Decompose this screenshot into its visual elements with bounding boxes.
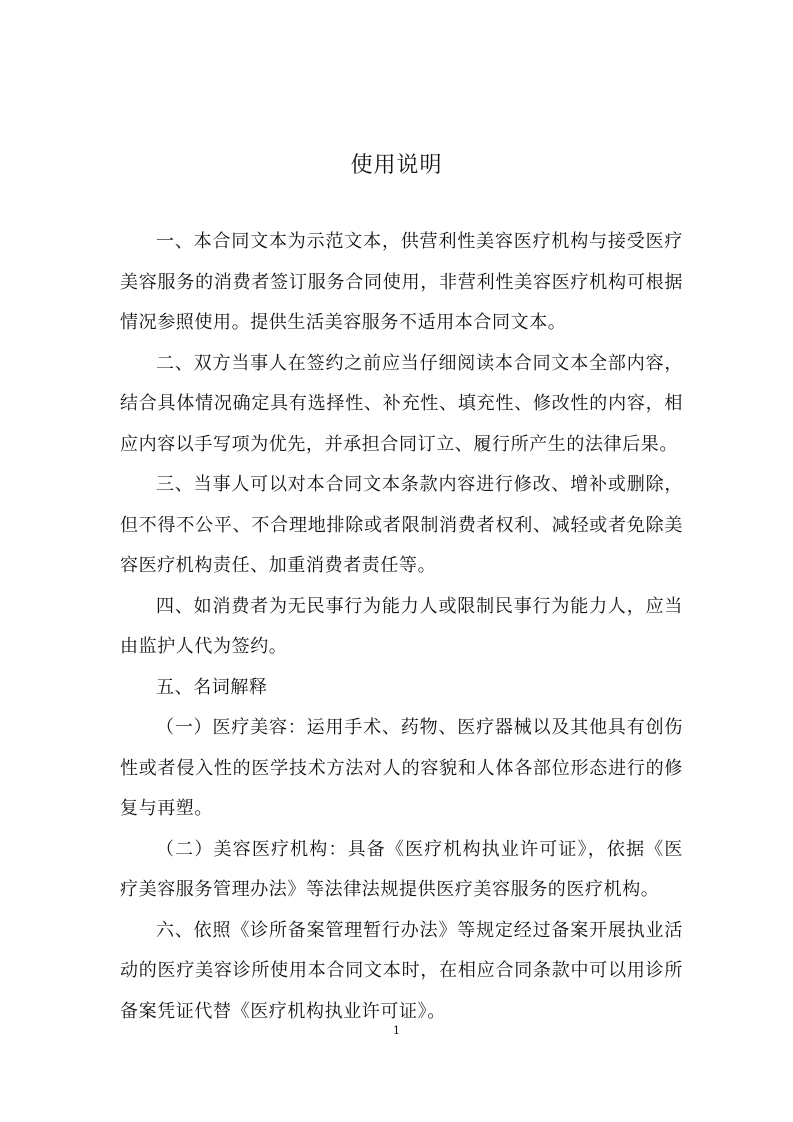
paragraph-5-1: （一）医疗美容：运用手术、药物、医疗器械以及其他具有创伤性或者侵入性的医学技术方法对人的容貌和人体各部位形态进行的修复与再塑。 bbox=[120, 717, 683, 819]
document-body bbox=[120, 222, 683, 1032]
page-title: 使用说明 bbox=[350, 153, 443, 178]
paragraph-2: 二、双方当事人在签约之前应当仔细阅读本合同文本全部内容，结合具体情况确定具有选择性、补充性、填充性、修改性的内容，相应内容以手写项为优先，并承担合同订立、履行所产生的法律后果。 bbox=[120, 352, 683, 455]
paragraph-6: 六、依照《诊所备案管理暂行办法》等规定经过备案开展执业活动的医疗美容诊所使用本合同文本时，在相应合同条款中可以用诊所备案凭证代替《医疗机构执业许可证》。 bbox=[120, 919, 683, 1022]
paragraph-1: 一、本合同文本为示范文本，供营利性美容医疗机构与接受医疗美容服务的消费者签订服务合同使用，非营利性美容医疗机构可根据情况参照使用。提供生活美容服务不适用本合同文本。 bbox=[120, 231, 683, 333]
page-number: 1 bbox=[393, 1024, 400, 1037]
paragraph-5-2: （二）美容医疗机构：具备《医疗机构执业许可证》，依据《医疗美容服务管理办法》等法律法规提供医疗美容服务的医疗机构。 bbox=[120, 838, 683, 900]
paragraph-5-heading: 五、名词解释 bbox=[156, 676, 268, 698]
paragraph-4: 四、如消费者为无民事行为能力人或限制民事行为能力人，应当由监护人代为签约。 bbox=[120, 595, 683, 657]
paragraph-3: 三、当事人可以对本合同文本条款内容进行修改、增补或删除，但不得不公平、不合理地排除或者限制消费者权利、减轻或者免除美容医疗机构责任、加重消费者责任等。 bbox=[120, 474, 683, 576]
